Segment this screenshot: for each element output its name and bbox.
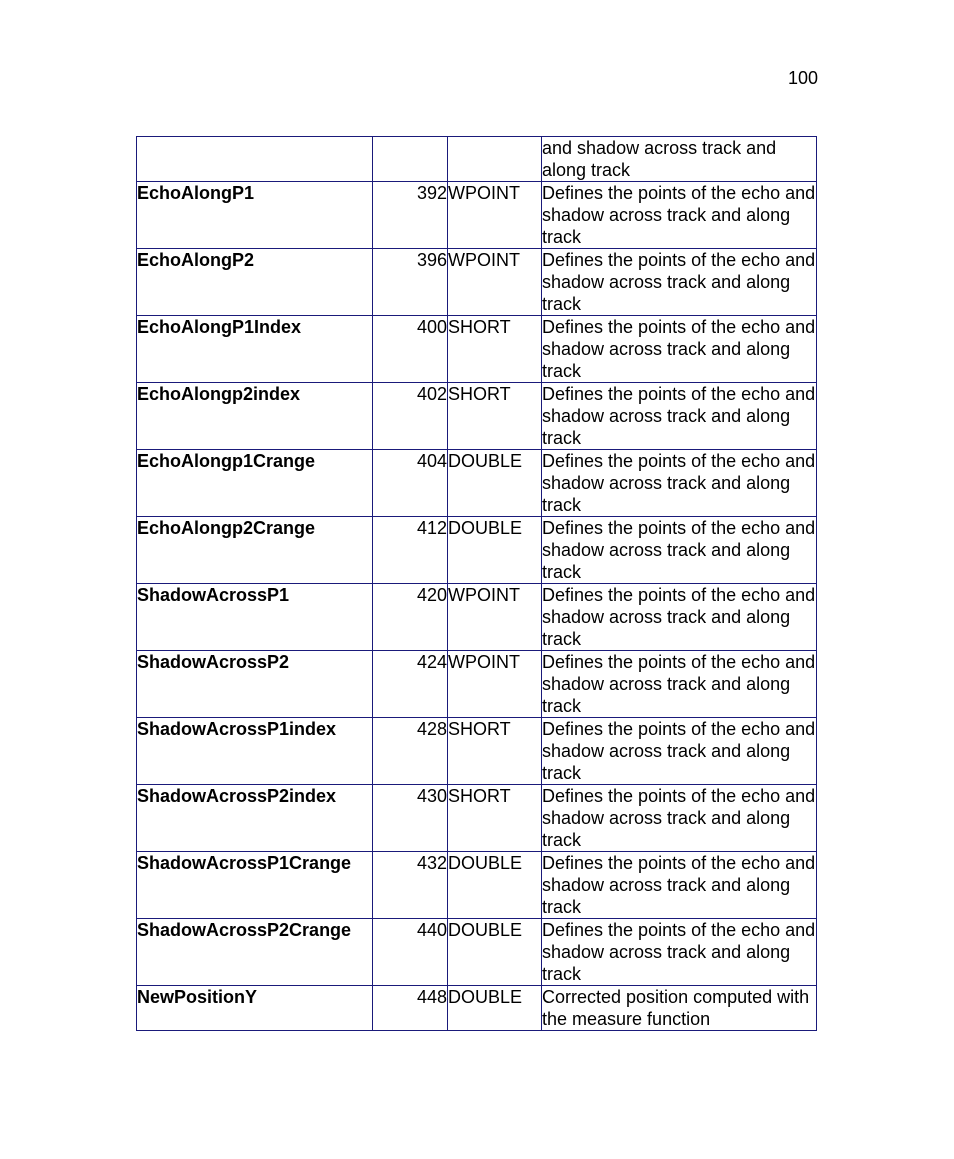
type-cell [448, 137, 542, 182]
field-name-cell: EchoAlongp2index [137, 383, 373, 450]
offset-cell: 428 [373, 718, 448, 785]
description-cell: Defines the points of the echo and shadow across track and along track [542, 853, 816, 917]
type-cell: DOUBLE [448, 517, 542, 584]
offset-cell: 402 [373, 383, 448, 450]
type-cell: SHORT [448, 383, 542, 450]
field-name-cell: EchoAlongP1 [137, 182, 373, 249]
table-row [137, 785, 817, 852]
offset-cell [373, 137, 448, 182]
type-cell: DOUBLE [448, 852, 542, 919]
offset-cell: 400 [373, 316, 448, 383]
type-cell: WPOINT [448, 182, 542, 249]
offset-cell: 424 [373, 651, 448, 718]
description-cell: Defines the points of the echo and shadow across track and along track [542, 585, 816, 649]
field-name-cell: ShadowAcrossP2 [137, 651, 373, 718]
table-row [137, 137, 817, 182]
type-cell: DOUBLE [448, 450, 542, 517]
description-cell: Defines the points of the echo and shadow across track and along track [542, 317, 816, 381]
table-row [137, 182, 817, 249]
type-cell: SHORT [448, 316, 542, 383]
field-name-cell: ShadowAcrossP1 [137, 584, 373, 651]
table-row [137, 316, 817, 383]
type-cell: DOUBLE [448, 919, 542, 986]
description-cell: Defines the points of the echo and shadow across track and along track [542, 786, 816, 850]
field-name-cell: NewPositionY [137, 986, 373, 1031]
table-row [137, 718, 817, 785]
field-table-body [137, 137, 817, 1031]
description-cell: Defines the points of the echo and shadow across track and along track [542, 652, 816, 716]
table-row [137, 584, 817, 651]
table-row [137, 651, 817, 718]
table-row [137, 517, 817, 584]
type-cell: SHORT [448, 785, 542, 852]
type-cell: DOUBLE [448, 986, 542, 1031]
table-row [137, 450, 817, 517]
table-row [137, 249, 817, 316]
description-cell: and shadow across track and along track [542, 137, 817, 182]
field-table [136, 136, 817, 1031]
offset-cell: 432 [373, 852, 448, 919]
table-row [137, 986, 817, 1031]
field-name-cell: EchoAlongp2Crange [137, 517, 373, 584]
type-cell: WPOINT [448, 584, 542, 651]
description-cell: Defines the points of the echo and shadow across track and along track [542, 384, 816, 448]
field-name-cell: ShadowAcrossP1Crange [137, 852, 373, 919]
table-row [137, 383, 817, 450]
table-row [137, 852, 817, 919]
type-cell: WPOINT [448, 651, 542, 718]
field-name-cell [137, 137, 373, 182]
description-cell: Defines the points of the echo and shadow across track and along track [542, 518, 816, 582]
offset-cell: 404 [373, 450, 448, 517]
field-name-cell: EchoAlongP1Index [137, 316, 373, 383]
field-name-cell: ShadowAcrossP2index [137, 785, 373, 852]
description-cell: Defines the points of the echo and shadow across track and along track [542, 183, 816, 247]
offset-cell: 420 [373, 584, 448, 651]
type-cell: SHORT [448, 718, 542, 785]
offset-cell: 412 [373, 517, 448, 584]
offset-cell: 396 [373, 249, 448, 316]
offset-cell: 440 [373, 919, 448, 986]
field-name-cell: EchoAlongp1Crange [137, 450, 373, 517]
description-cell: Defines the points of the echo and shadow across track and along track [542, 250, 816, 314]
description-cell: Defines the points of the echo and shadow across track and along track [542, 451, 816, 515]
field-name-cell: ShadowAcrossP1index [137, 718, 373, 785]
description-cell: Corrected position computed with the measure function [542, 986, 817, 1031]
offset-cell: 448 [373, 986, 448, 1031]
offset-cell: 430 [373, 785, 448, 852]
field-name-cell: EchoAlongP2 [137, 249, 373, 316]
table-row [137, 919, 817, 986]
page-number: 100 [787, 68, 818, 88]
description-cell: Defines the points of the echo and shadow across track and along track [542, 719, 816, 783]
description-cell: Defines the points of the echo and shadow across track and along track [542, 920, 816, 984]
field-name-cell: ShadowAcrossP2Crange [137, 919, 373, 986]
type-cell: WPOINT [448, 249, 542, 316]
offset-cell: 392 [373, 182, 448, 249]
